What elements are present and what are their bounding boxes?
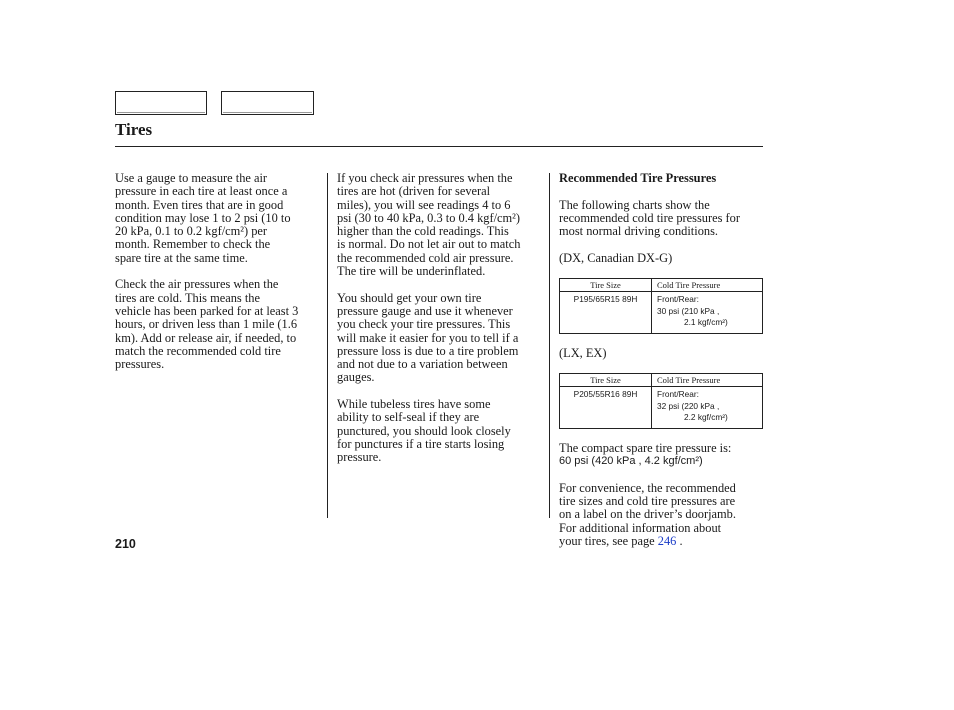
pressure-line-1: Front/Rear:: [657, 389, 699, 400]
paragraph-hot-tires: If you check air pressures when the tires are hot (driven for several miles), you will see readings 4 to 6 psi (30 to 40 kPa, 0.3 to 0.4 kgf/cm²) higher than the cold readings. This is normal. Do not let air out to match the recommended cold air pressure. The tire will be underinflated.: [337, 171, 521, 279]
pressure-line-3: 2.1 kgf/cm²): [684, 317, 728, 328]
tire-pressure-table-dx: [559, 278, 763, 334]
column-divider-1: [327, 173, 328, 518]
paragraph-cold-check: Check the air pressures when the tires are cold. This means the vehicle has been parked for at least 3 hours, or driven less than 1 mile (1.6 km). Add or release air, if needed, to match the recommended cold tire pressures.: [115, 277, 299, 372]
table-header-tire-size: Tire Size: [560, 279, 652, 292]
page-number: 210: [115, 537, 136, 551]
convenience-text: For convenience, the recommended tire sizes and cold tire pressures are on a label on the driver’s doorjamb. For additional information about your tires, see page: [559, 480, 736, 549]
next-page-button[interactable]: [221, 91, 314, 115]
pressure-line-2: 32 psi (220 kPa ,: [657, 400, 720, 411]
tire-size-value: P195/65R15 89H: [560, 292, 652, 334]
pressure-line-3: 2.2 kgf/cm²): [684, 412, 728, 423]
page-title: Tires: [115, 120, 153, 139]
table-header-cold-pressure: Cold Tire Pressure: [652, 374, 763, 387]
column-3: [559, 172, 764, 562]
spare-pressure-value: 60 psi (420 kPa , 4.2 kgf/cm²): [559, 455, 703, 468]
paragraph-intro: The following charts show the recommended cold tire pressures for most normal driving conditions.: [559, 197, 740, 239]
column-1: [115, 172, 320, 385]
tire-pressure-value: [652, 387, 763, 429]
paragraph-gauge: Use a gauge to measure the air pressure in each tire at least once a month. Even tires that are in good condition may lose 1 to 2 psi (10 to 20 kPa, 0.1 to 0.2 kgf/cm²) per month. Remember to check the spare tire at the same time.: [115, 171, 291, 265]
paragraph-tubeless: While tubeless tires have some ability to self-seal if they are punctured, you should look closely for punctures if a tire starts losing pressure.: [337, 397, 511, 465]
pressure-line-2: 30 psi (210 kPa ,: [657, 305, 720, 316]
title-divider: [115, 146, 763, 147]
paragraph-own-gauge: You should get your own tire pressure gauge and use it whenever you check your tire pressures. This will make it easier for you to tell if a pressure loss is due to a tire problem and not due to a variation between gauges.: [337, 290, 519, 385]
section-heading: Recommended Tire Pressures: [559, 171, 717, 185]
page-reference-link[interactable]: 246: [657, 534, 677, 549]
page-reference-suffix: .: [676, 534, 683, 549]
table-label-lx: (LX, EX): [559, 345, 607, 360]
tire-size-value: P205/55R16 89H: [560, 387, 652, 429]
paragraph-convenience: [559, 482, 764, 548]
tire-pressure-value: [652, 292, 763, 334]
spare-pressure-label: The compact spare tire pressure is:: [559, 440, 732, 455]
column-2: [337, 172, 542, 478]
previous-page-button[interactable]: [115, 91, 207, 115]
table-header-tire-size: Tire Size: [560, 374, 652, 387]
pressure-line-1: Front/Rear:: [657, 294, 699, 305]
column-divider-2: [549, 173, 550, 518]
tire-pressure-table-lx: [559, 373, 763, 429]
table-header-cold-pressure: Cold Tire Pressure: [652, 279, 763, 292]
table-label-dx: (DX, Canadian DX-G): [559, 250, 673, 265]
